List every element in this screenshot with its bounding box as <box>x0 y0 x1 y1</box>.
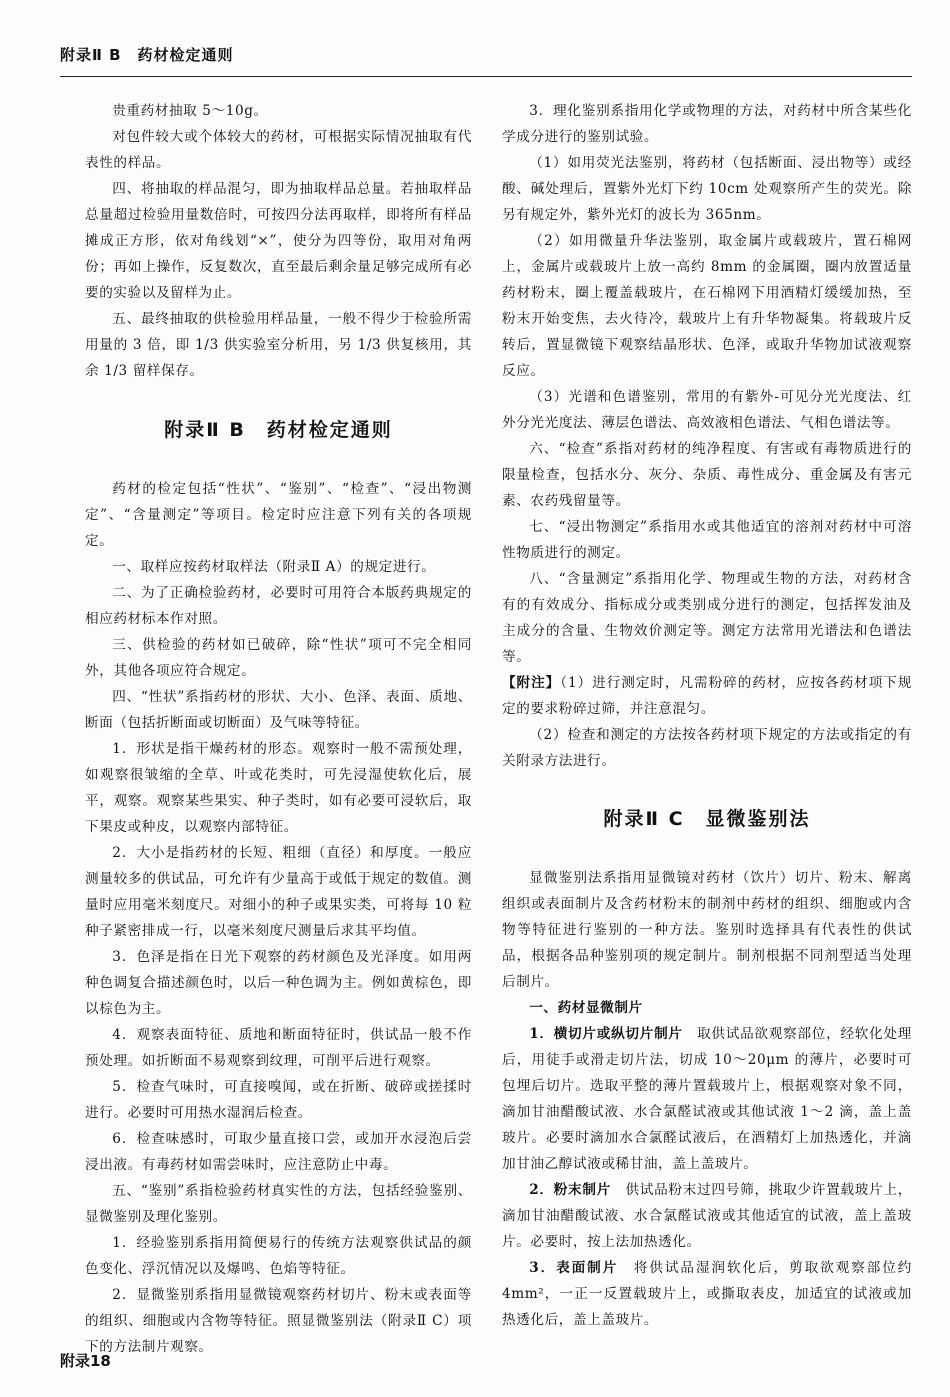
paragraph: 2．显微鉴别系指用显微镜观察药材切片、粉末或表面等的组织、细胞或内含物等特征。照显微鉴别法（附录Ⅱ C）项下的方法制片观察。 <box>85 1287 472 1355</box>
paragraph: （1）如用荧光法鉴别，将药材（包括断面、浸出物等）或经酸、碱处理后，置紫外光灯下约 10cm 处观察所产生的荧光。除另有规定外，紫外光灯的波长为 365nm。 <box>502 155 912 223</box>
paragraph: 对包件较大或个体较大的药材，可根据实际情况抽取有代表性的样品。 <box>85 129 472 171</box>
paragraph: 五、最终抽取的供检验用样品量，一般不得少于检验所需用量的 3 倍，即 1/3 供实验室分析用，另 1/3 供复核用，其余 1/3 留样保存。 <box>85 311 472 379</box>
item-label: 1．横切片或纵切片制片 <box>529 1026 683 1042</box>
paragraph: （2）如用微量升华法鉴别，取金属片或载玻片，置石棉网上，金属片或载玻片上放一高约 8mm 的金属圈，圈内放置适量药材粉末，圈上覆盖载玻片，在石棉网下用酒精灯缓缓加热，至粉末开始变焦，去火待冷，载玻片上有升华物凝集。将载玻片反转后，置显微镜下观察结晶形状、色泽，或取升华物加试液观察反应。 <box>502 233 912 379</box>
paragraph <box>502 1177 912 1255</box>
item-label: 2．粉末制片 <box>529 1182 612 1198</box>
paragraph: 6．检查味感时，可取少量直接口尝，或加开水浸泡后尝浸出液。有毒药材如需尝味时，应注意防止中毒。 <box>85 1131 472 1173</box>
paragraph <box>502 1255 912 1333</box>
paragraph: 1．经验鉴别系指用简便易行的传统方法观察供试品的颜色变化、浮沉情况以及爆鸣、色焰等特征。 <box>85 1235 472 1277</box>
running-header: 附录Ⅱ B 药材检定通则 <box>60 46 234 64</box>
paragraph: 五、“鉴别”系指检验药材真实性的方法，包括经验鉴别、显微鉴别及理化鉴别。 <box>85 1183 472 1225</box>
paragraph: 3．理化鉴别系指用化学或物理的方法，对药材中所含某些化学成分进行的鉴别试验。 <box>502 103 912 145</box>
paragraph: 三、供检验的药材如已破碎，除“性状”项可不完全相同外，其他各项应符合规定。 <box>85 637 472 679</box>
paragraph: 六、“检查”系指对药材的纯净程度、有害或有毒物质进行的限量检查，包括水分、灰分、杂质、毒性成分、重金属及有害元素、农药残留量等。 <box>502 441 912 509</box>
paragraph: 二、为了正确检验药材，必要时可用符合本版药典规定的相应药材标本作对照。 <box>85 585 472 627</box>
paragraph: 2．大小是指药材的长短、粗细（直径）和厚度。一般应测量较多的供试品，可允许有少量高于或低于规定的数值。测量时应用毫米刻度尺。对细小的种子或果实类，可将每 10 粒种子紧密排成一行，以毫米刻度尺测量后求其平均值。 <box>85 845 472 939</box>
paragraph: 八、“含量测定”系指用化学、物理或生物的方法，对药材含有的有效成分、指标成分或类别成分进行的测定，包括挥发油及主成分的含量、生物效价测定等。测定方法常用光谱法和色谱法等。 <box>502 571 912 665</box>
paragraph: 1．形状是指干燥药材的形态。观察时一般不需预处理，如观察很皱缩的全草、叶或花类时，可先浸湿使软化后，展平，观察。观察某些果实、种子类时，如有必要可浸软后，取下果皮或种皮，以观察内部特征。 <box>85 741 472 835</box>
left-column <box>85 98 472 1360</box>
note-text: （1）进行测定时，凡需粉碎的药材，应按各药材项下规定的要求粉碎过筛，并注意混匀。 <box>502 675 912 717</box>
paragraph: 4．观察表面特征、质地和断面特征时，供试品一般不作预处理。如折断面不易观察到纹理，可削平后进行观察。 <box>85 1027 472 1069</box>
paragraph: 七、“浸出物测定”系指用水或其他适宜的溶剂对药材中可溶性物质进行的测定。 <box>502 519 912 561</box>
section-heading-appendix-2b: 附录Ⅱ B 药材检定通则 <box>164 419 393 441</box>
paragraph: 四、将抽取的样品混匀，即为抽取样品总量。若抽取样品总量超过检验用量数倍时，可按四分法再取样，即将所有样品摊成正方形，依对角线划“×”，使分为四等份，取用对角两份；再如上操作，反复数次，直至最后剩余量足够完成所有必要的实验以及留样为止。 <box>85 181 472 301</box>
paragraph: （3）光谱和色谱鉴别，常用的有紫外-可见分光光度法、红外分光光度法、薄层色谱法、高效液相色谱法、气相色谱法等。 <box>502 389 912 431</box>
item-text: 供试品粉末过四号筛，挑取少许置载玻片上，滴加甘油醋酸试液、水合氯醛试液或其他适宜的试液，盖上盖玻片。必要时，按上法加热透化。 <box>502 1182 912 1250</box>
note-label: 【附注】 <box>502 675 561 691</box>
paragraph: （2）检查和测定的方法按各药材项下规定的方法或指定的有关附录方法进行。 <box>502 727 912 769</box>
paragraph: 显微鉴别法系指用显微镜对药材（饮片）切片、粉末、解离组织或表面制片及含药材粉末的制剂中药材的组织、细胞或内含物等特征进行鉴别的一种方法。鉴别时选择具有代表性的供试品，根据各品种鉴别项的规定制片。制剂根据不同剂型适当处理后制片。 <box>502 870 912 990</box>
section-heading-appendix-2c: 附录Ⅱ C 显微鉴别法 <box>603 808 811 830</box>
note-paragraph <box>502 670 912 722</box>
paragraph: 贵重药材抽取 5～10g。 <box>112 103 268 119</box>
paragraph: 5．检查气味时，可直接嗅闻，或在折断、破碎或搓揉时进行。必要时可用热水湿润后检查。 <box>85 1079 472 1121</box>
paragraph <box>502 1021 912 1177</box>
item-text: 取供试品欲观察部位，经软化处理后，用徒手或滑走切片法，切成 10～20μm 的薄片，必要时可包埋后切片。选取平整的薄片置载玻片上，根据观察对象不同，滴加甘油醋酸试液、水合氯醛试液或其他试液 1～2 滴，盖上盖玻片。必要时滴加水合氯醛试液后，在酒精灯上加热透化，并滴加甘油乙醇试液或稀甘油，盖上盖玻片。 <box>502 1026 912 1172</box>
paragraph: 3．色泽是指在日光下观察的药材颜色及光泽度。如用两种色调复合描述颜色时，以后一种色调为主。例如黄棕色，即以棕色为主。 <box>85 949 472 1017</box>
header-rule <box>60 76 912 77</box>
right-column <box>502 98 912 1333</box>
subheading: 一、药材显微制片 <box>529 1000 643 1016</box>
paragraph: 药材的检定包括“性状”、“鉴别”、“检查”、“浸出物测定”、“含量测定”等项目。检定时应注意下列有关的各项规定。 <box>85 481 472 549</box>
paragraph: 四、“性状”系指药材的形状、大小、色泽、表面、质地、断面（包括折断面或切断面）及气味等特征。 <box>85 689 472 731</box>
item-label: 3．表面制片 <box>529 1260 619 1276</box>
paragraph: 一、取样应按药材取样法（附录Ⅱ A）的规定进行。 <box>112 559 436 575</box>
item-text: 将供试品湿润软化后，剪取欲观察部位约 4mm²，一正一反置载玻片上，或撕取表皮，加适宜的试液或加热透化后，盖上盖玻片。 <box>502 1260 912 1328</box>
page-number: 附录18 <box>60 1352 111 1370</box>
